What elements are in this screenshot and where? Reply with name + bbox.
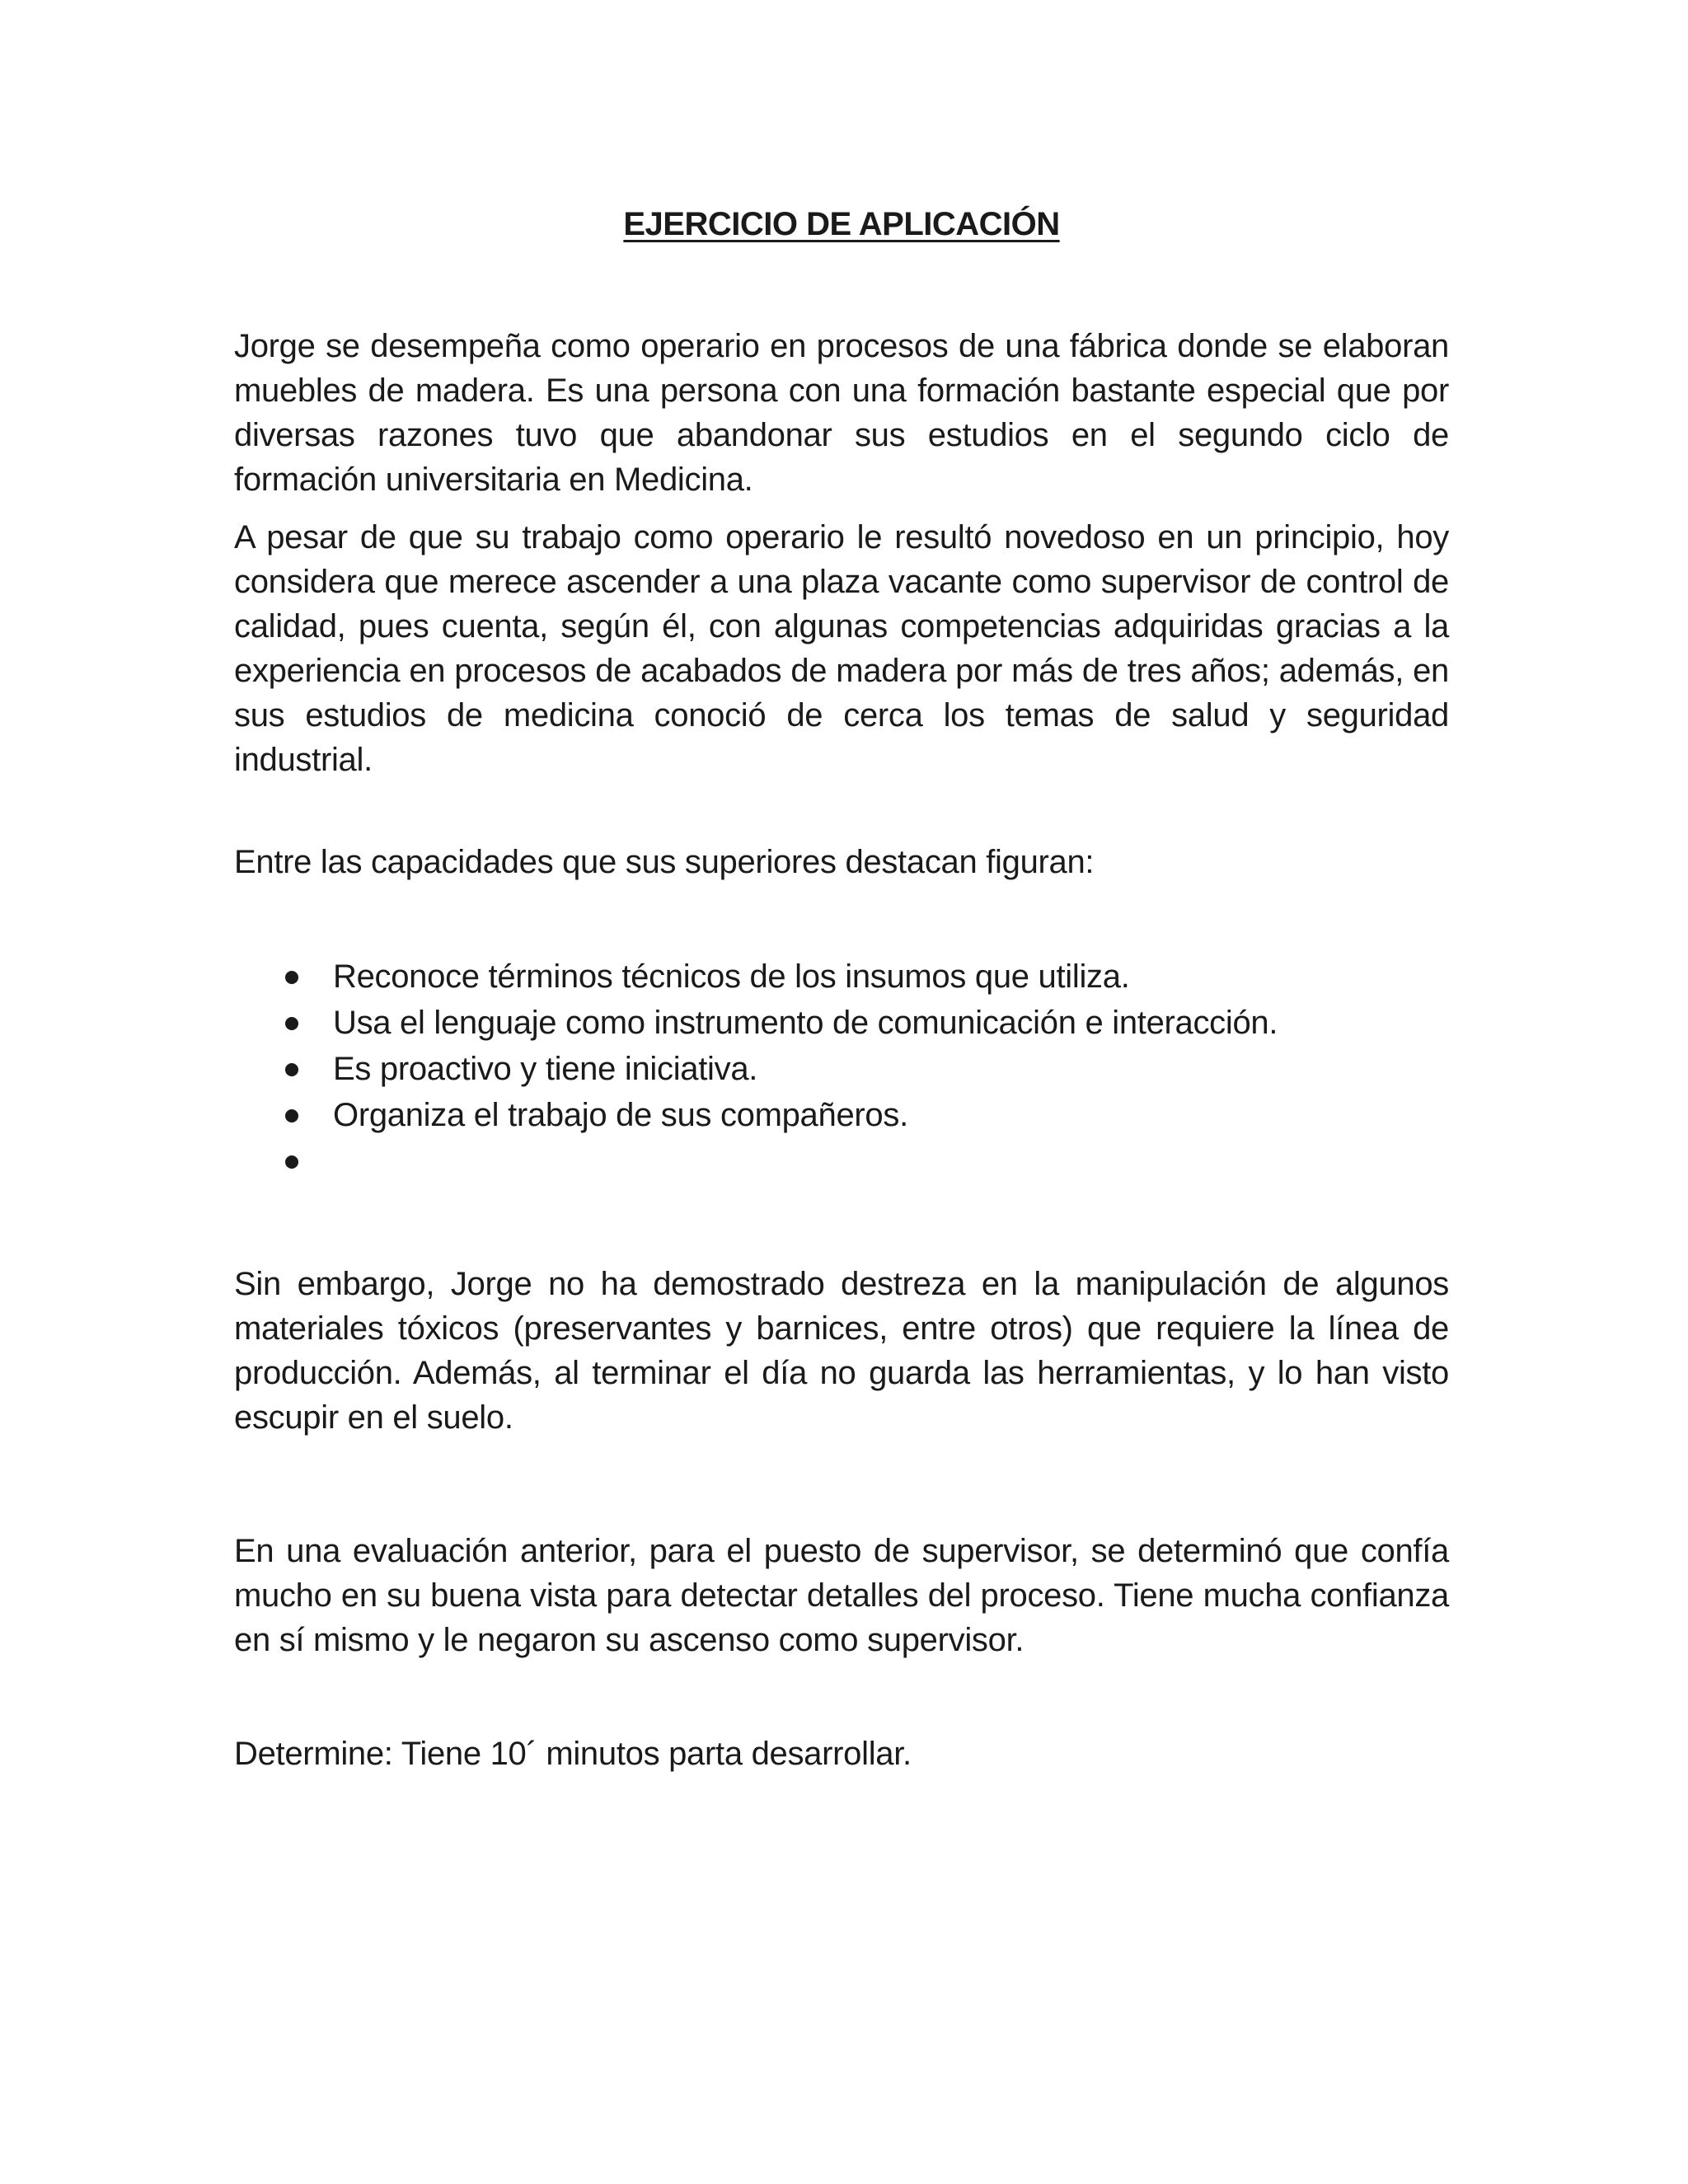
capabilities-list	[234, 954, 1449, 1184]
bullet-icon	[285, 1063, 298, 1076]
list-item-text: Organiza el trabajo de sus compañeros.	[333, 1097, 908, 1133]
list-item	[234, 954, 1449, 1000]
paragraph-instruction: Determine: Tiene 10´ minutos parta desarrollar.	[234, 1736, 912, 1772]
paragraph-evaluation: En una evaluación anterior, para el puesto de supervisor, se determinó que confía mucho en su buena vista para detectar detalles del proceso. Tiene mucha confianza en sí mismo y le negaron su ascenso como supervisor.	[234, 1533, 1449, 1658]
list-item-text: Usa el lenguaje como instrumento de comunicación e interacción.	[333, 1005, 1278, 1041]
list-item	[234, 1000, 1449, 1046]
paragraph-shortcomings: Sin embargo, Jorge no ha demostrado destreza en la manipulación de algunos materiales tóxicos (preservantes y barnices, entre otros) que requiere la línea de producción. Además, al terminar el día no guarda las herramientas, y lo han visto escupir en el suelo.	[234, 1266, 1449, 1436]
paragraph-intro: Jorge se desempeña como operario en procesos de una fábrica donde se elaboran muebles de madera. Es una persona con una formación bastante especial que por diversas razones tuvo que abandonar sus estudios en el segundo ciclo de formación universitaria en Medicina.	[234, 328, 1449, 498]
document-page	[234, 206, 1449, 1776]
bullet-icon	[285, 971, 298, 984]
list-item	[234, 1092, 1449, 1138]
list-item-text: Reconoce términos técnicos de los insumos que utiliza.	[333, 958, 1130, 995]
list-item-empty	[234, 1138, 1449, 1184]
document-title: EJERCICIO DE APLICACIÓN	[623, 206, 1060, 242]
bullet-icon	[285, 1109, 298, 1122]
paragraph-aspiration: A pesar de que su trabajo como operario le resultó novedoso en un principio, hoy considera que merece ascender a una plaza vacante como supervisor de control de calidad, pues cuenta, según él, con algunas competencias adquiridas gracias a la experiencia en procesos de acabados de madera por más de tres años; además, en sus estudios de medicina conoció de cerca los temas de salud y seguridad industrial.	[234, 519, 1449, 778]
list-item-text: Es proactivo y tiene iniciativa.	[333, 1051, 758, 1087]
paragraph-capabilities-intro: Entre las capacidades que sus superiores destacan figuran:	[234, 844, 1095, 880]
list-item	[234, 1046, 1449, 1092]
bullet-icon	[285, 1155, 298, 1169]
bullet-icon	[285, 1017, 298, 1030]
